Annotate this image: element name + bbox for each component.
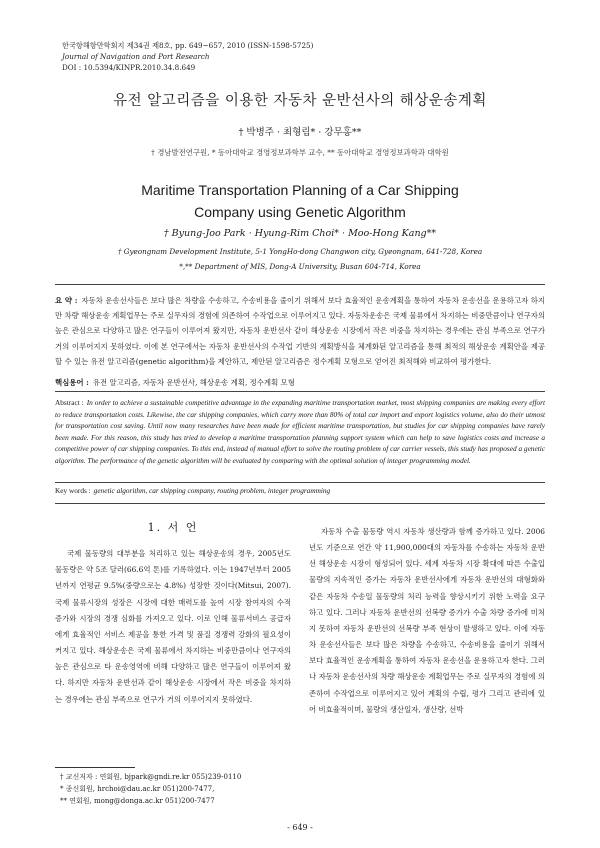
footnote-member-1: * 종신회원, hrchoi@dau.ac.kr 051)200-7477, (60, 785, 215, 793)
korean-authors: † 박병주 · 최형림* · 강무홍** (238, 127, 362, 138)
journal-header (62, 40, 542, 73)
keywords-bottom-rule (55, 503, 545, 504)
english-abstract-label: Abstract : (55, 398, 84, 407)
english-title-line-2: Company using Genetic Algorithm (194, 204, 406, 220)
korean-keywords-text: 유전 알고리즘, 자동차 운반선사, 해상운송 계획, 정수계획 모형 (92, 378, 295, 387)
korean-abstract-text: 자동차 운송선사들은 보다 많은 차량을 수송하고, 수송비용을 줄이기 위해서 보다 효율적인 운송계획을 통하여 자동차 운송선을 운용하고자 하지만 차량 해상운송 계획업무는 주로 실무자의 경험에 의존하여 수작업으로 이루어지고 있다. 자동차운송은 국제 물류에서 차지하는 비중만큼이나 연구자의 높은 관심으로 다양하고 많은 연구들이 이루어져 왔지만, 자동차 운반선사 같이 해상운송 시장에서 작은 비중을 차지하는 경우에는 관심 부족으로 연구가 거의 이루어지지 못하였다. 이에 본 연구에서는 자동차 운반선사의 수작업 기반의 계획방식을 체계화된 알고리즘을 통해 최적의 해상운송 계획안을 제공할 수 있는 유전 알고리즘(genetic algorithm)을 제안하고, 제안된 알고리즘은 정수계획 모형으로 얻어진 최적해와 비교하여 평가한다. (55, 296, 545, 366)
english-keywords-text: genetic algorithm, car shipping company, routing problem, integer programming (93, 486, 331, 495)
footnotes (60, 771, 360, 807)
korean-title: 유전 알고리즘을 이용한 자동차 운반선사의 해상운송계획 (113, 93, 487, 109)
korean-abstract (55, 293, 545, 369)
footnote-rule (55, 767, 135, 768)
footnote-corresponding-author: † 교신저자 : 연회원, bjpark@gndi.re.kr 055)239-0110 (60, 773, 242, 781)
english-affiliation-1: † Gyeongnam Development Institute, 5-1 YongHo-dong Changwon city, Gyeongnam, 641-728, Korea (117, 247, 483, 256)
english-title-line-1: Maritime Transportation Planning of a Car Shipping (141, 182, 459, 198)
doi-line: DOI : 10.5394/KINPR.2010.34.8.649 (62, 63, 196, 72)
korean-affiliation: † 경남발전연구원, * 동아대학교 경영정보과학부 교수, ** 동아대학교 경영정보과학과 대학원 (151, 148, 449, 157)
page-number: - 649 - (287, 823, 313, 832)
english-abstract (55, 397, 545, 467)
english-affiliation-2: *,** Department of MIS, Dong-A University, Busan 604-714, Korea (179, 262, 421, 271)
english-abstract-rule (55, 482, 545, 483)
section-heading-introduction: 1. 서 언 (147, 521, 199, 534)
korean-keywords (55, 377, 545, 388)
english-keywords-label: Key words : (55, 486, 91, 495)
intro-paragraph-1: 국제 물동량의 대부분을 처리하고 있는 해상운송의 경우, 2005년도 물동량은 약 5조 달러(66.6억 톤)를 기록하였다. 이는 1947년부터 2005년까지 연평균 9.5%(중량으로는 4.8%) 성장한 것이다(Mitsui, 2007). 국제 물류시장의 성장은 시장에 대한 매력도를 높여 시장 참여자의 수적 증가와 시장의 경쟁 심화를 가져오고 있다. 이로 인해 물류서비스 공급자에게 효율적인 서비스 제공을 통한 가격 및 품질 경쟁력 강화의 필요성이 커지고 있다. 해상운송은 국제 물류에서 차지하는 비중만큼이나 연구자의 높은 관심으로 타 운송영역에 비해 다양하고 많은 연구들이 이루어져 왔다. 하지만 자동차 운반선과 같이 해상운송 시장에서 작은 비중을 차지하는 경우에는 관심 부족으로 연구가 거의 이루어지지 못하였다. (55, 549, 291, 704)
en-journal-line: Journal of Navigation and Port Research (62, 52, 210, 61)
english-keywords (55, 486, 545, 495)
english-title (60, 179, 540, 223)
korean-abstract-label: 요 약 : (55, 296, 78, 305)
ko-journal-line: 한국항해항만학회지 제34권 제8호, pp. 649~657, 2010 (ISSN-1598-5725) (62, 41, 314, 50)
footnote-member-2: ** 연회원, mong@donga.ac.kr 051)200-7477 (60, 797, 215, 805)
korean-keywords-label: 핵심용어 : (55, 378, 89, 387)
english-authors: † Byung-Joo Park · Hyung-Rim Choi* · Moo-Hong Kang** (163, 228, 437, 239)
intro-paragraph-2: 자동차 수출 물동량 역시 자동차 생산량과 함께 증가하고 있다. 2006년도 기준으로 연간 약 11,900,000대의 자동차를 수송하는 자동차 운반선 해상운송 시장이 형성되어 있다. 세계 자동차 시장 확대에 따른 수출입 물량의 지속적인 증가는 자동차 운반선사에게 자동차 운반선의 대형화와 같은 자동차 수송일 물동량의 처리 능력을 향상시키기 위한 노력을 요구 하고 있다. 그러나 자동차 운반선의 선복량 증가가 수출 차량 증가에 미처지 못하여 자동차 운반선의 선복량 부족 현상이 발생하고 있다. 이에 자동차 운송선사들은 보다 많은 차량을 수송하고, 수송비용을 줄이기 위해서 보다 효율적인 운송계획을 통하여 자동차 운송선을 운용하고자 한다. 그러나 자동차 운송선사의 차량 해상운송 계획업무는 주로 실무자의 경험에 의존하여 수작업으로 이루어지고 있어 계획의 수립, 평가 그리고 관리에 있어 비효율적이며, 물량의 생산일자, 생산량, 선박 (309, 527, 545, 714)
abstract-top-rule (55, 284, 545, 285)
english-abstract-text: In order to achieve a sustainable competitive advantage in the expanding maritime transportation market, most shipping companies are making every effort to reduce transportation costs. Likewise, the car shipping companies, which carry more than 80% of total car import and export logistics volume, also do their utmost for transportation cost saving. Until now many researches have been made for efficient maritime transportation, but studies for car shipping companies have rarely been made. For this reason, this study has tried to develop a maritime transportation planning support system which can help to save logistics costs and increase a competitive power of car shipping companies. To this end, instead of manual effort to solve the routing problem of car carrier vessels, this study has proposed a genetic algorithm. The performance of the genetic algorithm will be evaluated by comparing with the optimal solution of integer programming model. (55, 398, 546, 465)
body-column-right (309, 524, 545, 718)
body-column-left (55, 520, 291, 708)
korean-keywords-rule (55, 391, 545, 392)
